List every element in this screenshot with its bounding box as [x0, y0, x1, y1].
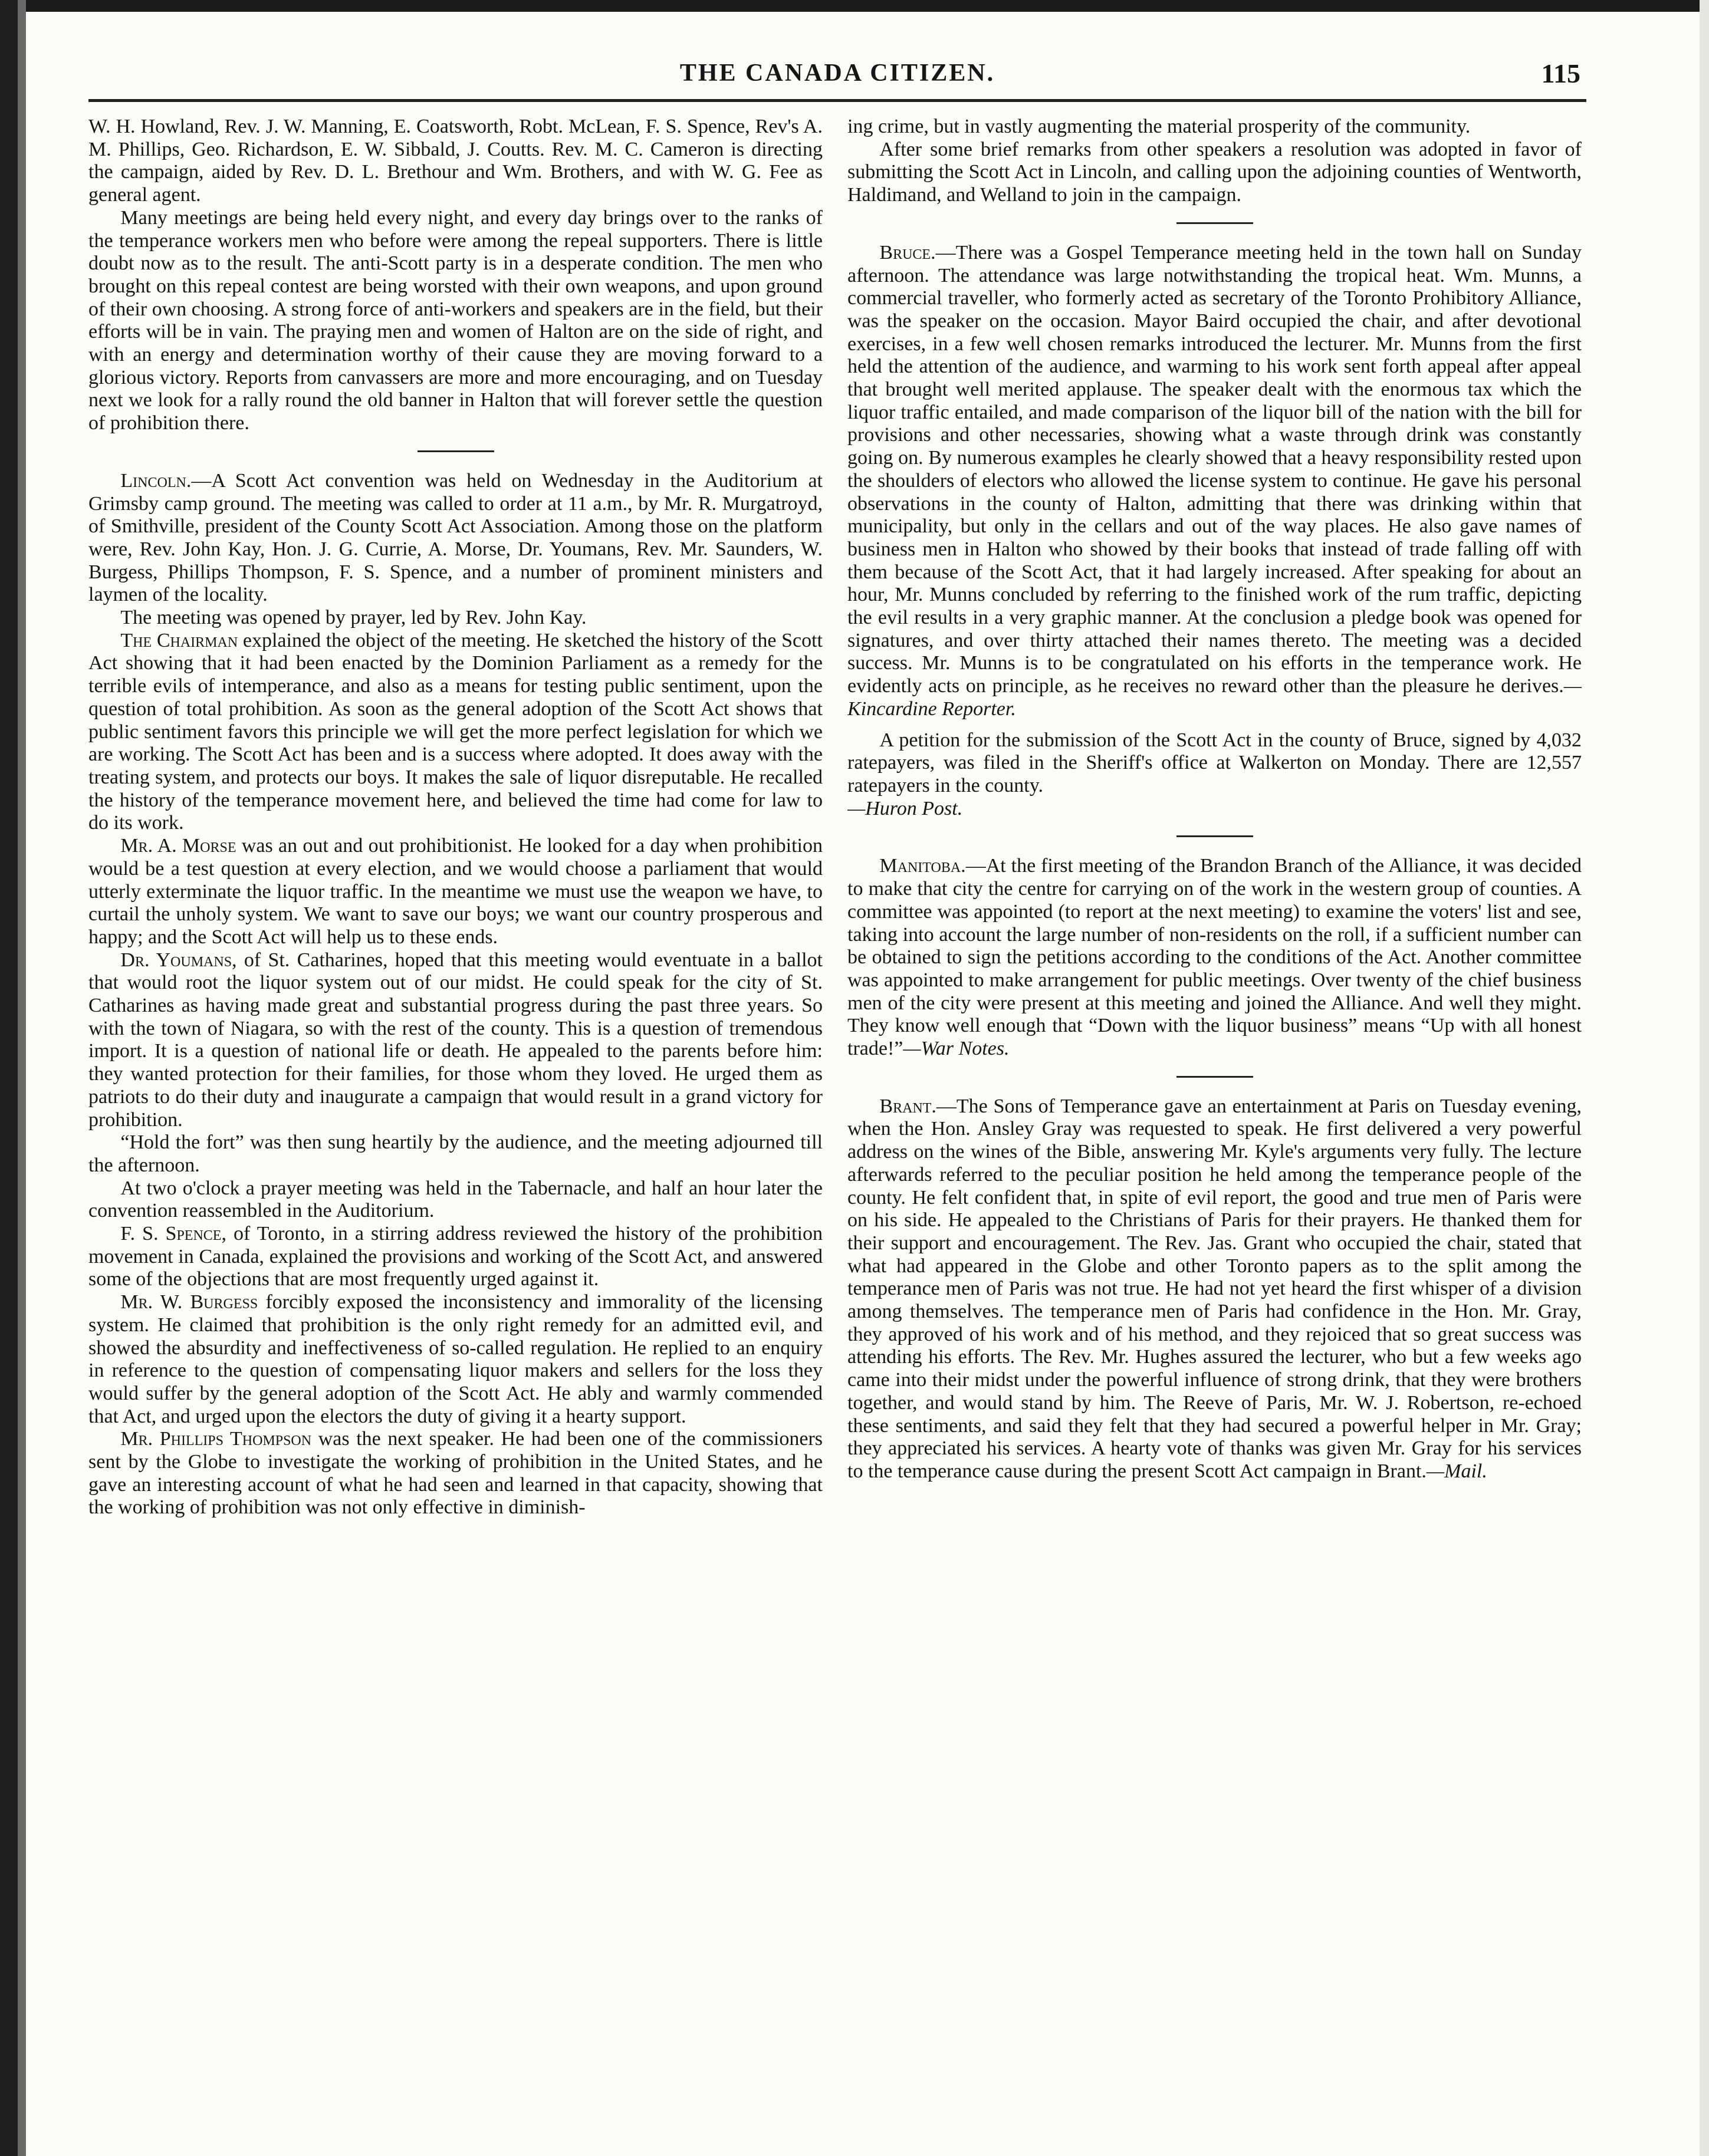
section-brant: Brant.—The Sons of Temperance gave an entertainment at Paris on Tuesday evening, when the Hon. Ansley Gray was requested to speak. He first delivered a very powerful address on the wines of the Bible, answering Mr. Kyle's arguments very fully. The lecture afterwards referred to the peculiar position he held among the temperance people of the county. He felt confident that, in spite of evil report, the good and true men of Paris were on his side. He appealed to the Christians of Paris for their prayers. He thanked them for their support and encouragement. The Rev. Jas. Grant who occupied the chair, stated that what had appeared in the Globe and other Toronto papers as to the split among the temperance men of Paris was not true. He had not yet heard the first whisper of a division among themselves. The temperance men of Paris had confidence in the Hon. Mr. Gray, they approved of his work and of his method, and they rejoiced that so great success was attending his efforts. The Rev. Mr. Hughes assured the lecturer, who but a few weeks ago came into their midst under the powerful influence of strong drink, that they were brothers together, and would stand by him. The Reeve of Paris, Mr. W. J. Robertson, re-echoed these sentiments, and said they felt that they had secured a powerful helper in Mr. Gray; they appreciated his services. A hearty vote of thanks was given Mr. Gray for his services to the temperance cause during the present Scott Act campaign in Brant.—Mail.	[847, 1095, 1582, 1482]
masthead-title: THE CANADA CITIZEN.	[679, 60, 995, 87]
article-paragraph: Dr. Youmans, of St. Catharines, hoped that this meeting would eventuate in a ballot that would root the liquor system out of our midst. He could speak for the city of St. Catharines as having made great and substantial progress during the past three years. So with the town of Niagara, so with the rest of the county. This is a question of tremendous import. It is a question of national life or death. He appealed to the parents before him: they wanted protection for their families, for those whom they loved. He urged them as patriots to do their duty and inaugurate a campaign that would result in a grand victory for prohibition.	[88, 949, 823, 1131]
section-heading: Brant.	[879, 1095, 936, 1117]
article-paragraph: The meeting was opened by prayer, led by Rev. John Kay.	[120, 607, 587, 629]
article-paragraph: At two o'clock a prayer meeting was held in the Tabernacle, and half an hour later the convention reassembled in the Auditorium.	[88, 1177, 823, 1222]
source-credit: —Kincardine Reporter.	[847, 675, 1582, 720]
article-paragraph: Mr. Phillips Thompson was the next speaker. He had been one of the commissioners sent by the Globe to investigate the working of prohibition in the United States, and he gave an interesting account of what he had seen and learned in that capacity, showing that the working of prohibition was not only effective in diminish-	[88, 1428, 823, 1519]
article-paragraph: ing crime, but in vastly augmenting the material prosperity of the community.	[847, 116, 1471, 137]
binding-edge	[0, 0, 18, 2156]
section-heading: Bruce.	[879, 241, 936, 264]
source-credit: —Huron Post.	[847, 797, 963, 819]
section-divider	[1176, 1076, 1253, 1078]
article-paragraph: The Chairman explained the object of the meeting. He sketched the history of the Scott Act showing that it had been enacted by the Dominion Parliament as a remedy for the terrible evils of intemperance, and also as a means for testing public sentiment, upon the question of total prohibition. As soon as the general adoption of the Scott Act shows that public sentiment favors this principle we will get the more perfect legislation for which we are working. The Scott Act has been and is a success where adopted. It does away with the treating system, and protects our boys. It makes the sale of liquor disreputable. He recalled the history of the temperance movement here, and believed the time had come for law to do its work.	[88, 629, 823, 834]
section-divider	[1176, 835, 1253, 837]
section-manitoba: Manitoba.—At the first meeting of the Brandon Branch of the Alliance, it was decided to make that city the centre for carrying on of the work in the western group of counties. A committee was appointed (to report at the next meeting) to examine the voters' list and see, taking into account the large number of non-residents on the roll, if a sufficient number can be obtained to sign the petitions according to the conditions of the Act. Another committee was appointed to make arrangement for public meetings. Over twenty of the chief business men of the city were present at this meeting and joined the Alliance. And well they might. They know well enough that “Down with the liquor business” means “Up with all honest trade!”—War Notes.	[847, 855, 1582, 1060]
article-paragraph: F. S. Spence, of Toronto, in a stirring address reviewed the history of the prohibition movement in Canada, explained the provisions and working of the Scott Act, and answered some of the objections that are most frequently urged against it.	[88, 1223, 823, 1291]
speaker-name: Dr. Youmans	[120, 949, 232, 971]
right-column	[847, 116, 1582, 2108]
speaker-name: Mr. A. Morse	[120, 835, 236, 857]
speaker-name: Mr. W. Burgess	[120, 1291, 258, 1314]
article-paragraph: “Hold the fort” was then sung heartily by the audience, and the meeting adjourned till the afternoon.	[88, 1131, 823, 1176]
section-divider	[418, 450, 494, 452]
speaker-name: F. S. Spence	[120, 1223, 222, 1245]
article-paragraph: Mr. A. Morse was an out and out prohibitionist. He looked for a day when prohibition would be a test question at every election, and we would choose a parliament that would utterly exterminate the liquor traffic. In the meantime we must use the weapon we have, to curtail the unholy system. We want to save our boys; we want our country prosperous and happy; and the Scott Act will help us to these ends.	[88, 835, 823, 948]
page-number: 115	[1541, 58, 1580, 88]
section-heading: Manitoba.	[879, 855, 966, 877]
section-lincoln: Lincoln.—A Scott Act convention was held on Wednesday in the Auditorium at Grimsby camp ground. The meeting was called to order at 11 a.m., by Mr. R. Murgatroyd, of Smithville, president of the County Scott Act Association. Among those on the platform were, Rev. John Kay, Hon. J. G. Currie, A. Morse, Dr. Youmans, Rev. Mr. Saunders, W. Burgess, Phillips Thompson, F. S. Spence, and a number of prominent ministers and laymen of the locality.	[88, 469, 823, 606]
article-paragraph: After some brief remarks from other speakers a resolution was adopted in favor of submitting the Scott Act in Lincoln, and calling upon the adjoining counties of Wentworth, Haldimand, and Welland to join in the campaign.	[847, 138, 1582, 206]
source-credit: —War Notes.	[903, 1038, 1010, 1060]
source-credit: —Mail.	[1426, 1460, 1487, 1482]
binding-shadow	[18, 0, 26, 2156]
article-paragraph: Many meetings are being held every night, and every day brings over to the ranks of the temperance workers men who before were among the repeal supporters. There is little doubt now as to the result. The anti-Scott party is in a desperate condition. The men who brought on this repeal contest are being worsted with their own weapons, and upon ground of their own choosing. A strong force of anti-workers and speakers are in the field, but their efforts will be in vain. The praying men and women of Halton are on the side of right, and with an energy and determination worthy of their cause they are moving forward to a glorious victory. Reports from canvassers are more and more encouraging, and on Tuesday next we look for a rally round the old banner in Halton that will forever settle the question of prohibition there.	[88, 206, 823, 435]
left-column	[88, 116, 823, 2108]
speaker-name: Mr. Phillips Thompson	[120, 1428, 312, 1450]
section-bruce: Bruce.—There was a Gospel Temperance meeting held in the town hall on Sunday afternoon. The attendance was large notwithstanding the tropical heat. Wm. Munns, a commercial traveller, who formerly acted as secretary of the Toronto Prohibitory Alliance, was the speaker on the occasion. Mayor Baird occupied the chair, and after devotional exercises, in a few well chosen remarks introduced the lecturer. Mr. Munns from the first held the attention of the audience, and warming to his work sent forth appeal after appeal that brought well merited applause. The speaker dealt with the enormous tax which the liquor traffic entailed, and made comparison of the liquor bill of the nation with the bill for provisions and other necessaries, showing what a waste through drink was constantly going on. By numerous examples he clearly showed that a heavy responsibility rested upon the shoulders of electors who allowed the license system to continue. He gave his personal observations in the county of Halton, admitting that there was drinking within that municipality, but only in the cellars and out of the way places. He also gave names of business men in Halton who showed by their books that instead of trade falling off with them because of the Scott Act, that it had largely increased. After speaking for about an hour, Mr. Munns concluded by referring to the finished work of the rum traffic, depicting the evil results in a very graphic manner. At the conclusion a pledge book was opened for signatures, and over thirty attached their names thereto. The meeting was a decided success. Mr. Munns is to be congratulated on his efforts in the temperance work. He evidently acts on principle, as he receives no reward other than the pleasure he derives.—Kincardine Reporter.	[847, 241, 1582, 720]
top-border	[0, 0, 1709, 12]
article-paragraph: W. H. Howland, Rev. J. W. Manning, E. Coatsworth, Robt. McLean, F. S. Spence, Rev's A. M. Phillips, Geo. Richardson, E. W. Sibbald, J. Coutts. Rev. M. C. Cameron is directing the campaign, aided by Rev. D. L. Brethour and Wm. Brothers, and with W. G. Fee as general agent.	[88, 116, 823, 206]
page-header	[88, 58, 1586, 102]
section-divider	[1176, 222, 1253, 224]
section-heading: Lincoln.	[120, 469, 192, 492]
article-paragraph: A petition for the submission of the Scott Act in the county of Bruce, signed by 4,032 ratepayers, was filed in the Sheriff's office at Walkerton on Monday. There are 12,557 ratepayers in the county. —Huron Post.	[847, 729, 1582, 819]
speaker-name: The Chairman	[120, 629, 238, 651]
page-edge	[1700, 0, 1709, 2156]
article-paragraph: Mr. W. Burgess forcibly exposed the inconsistency and immorality of the licensing system. He claimed that prohibition is the only right remedy for an admitted evil, and showed the absurdity and ineffectiveness of so-called regulation. He replied to an enquiry in reference to the question of compensating liquor makers and sellers for the loss they would suffer by the general adoption of the Scott Act. He ably and warmly commended that Act, and urged upon the electors the duty of giving it a hearty support.	[88, 1291, 823, 1427]
